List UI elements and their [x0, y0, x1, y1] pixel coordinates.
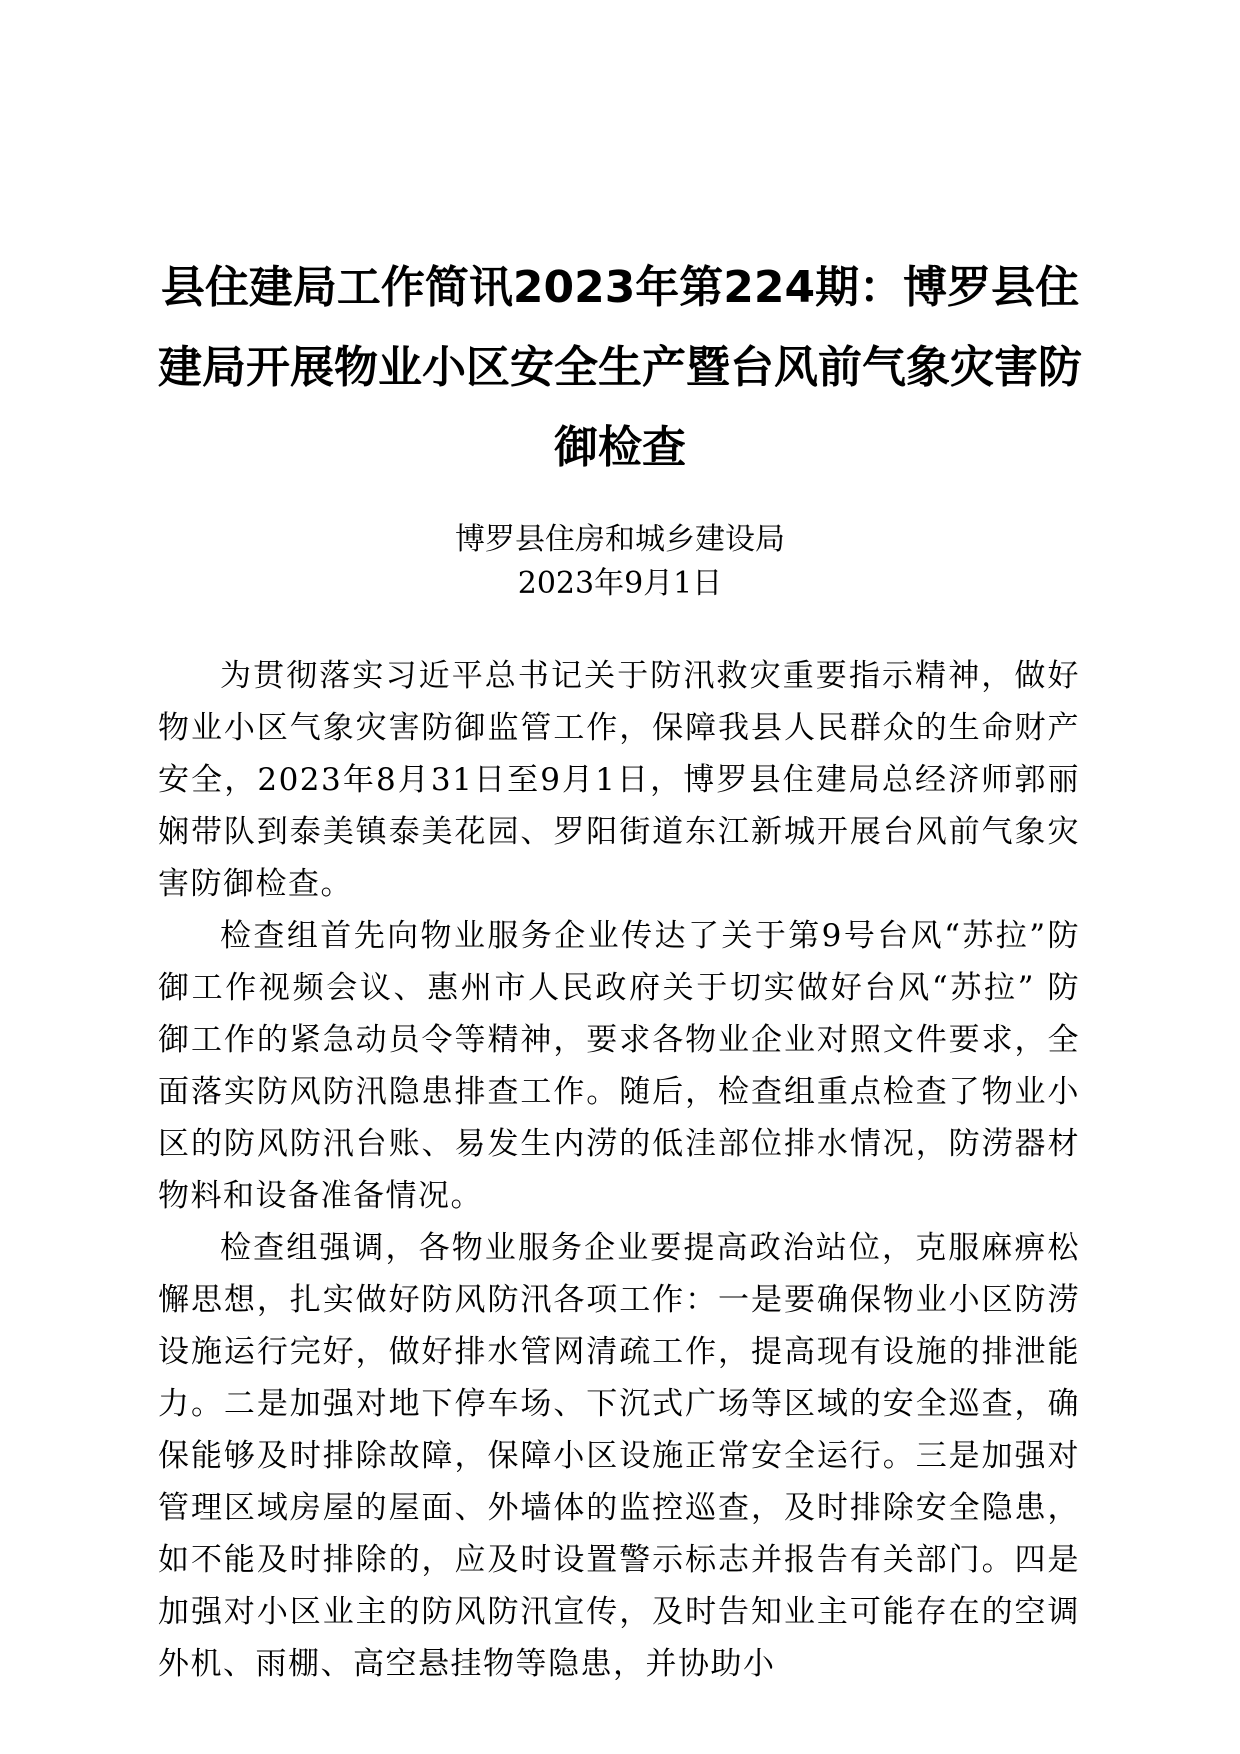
paragraph: 检查组强调，各物业服务企业要提高政治站位，克服麻痹松懈思想，扎实做好防风防汛各项工作：一是要确保物业小区防涝设施运行完好，做好排水管网清疏工作，提高现有设施的排泄能力。二是加强对地下停车场、下沉式广场等区域的安全巡查，确保能够及时排除故障，保障小区设施正常安全运行。三是加强对管理区域房屋的屋面、外墙体的监控巡查，及时排除安全隐患，如不能及时排除的，应及时设置警示标志并报告有关部门。四是加强对小区业主的防风防汛宣传，及时告知业主可能存在的空调外机、雨棚、高空悬挂物等隐患，并协助小	[158, 1230, 1080, 1682]
document-meta	[150, 518, 1090, 606]
issuer: 博罗县住房和城乡建设局	[455, 522, 785, 557]
page-title: 县住建局工作简讯2023年第224期：博罗县住建局开展物业小区安全生产暨台风前气象灾害防御检查	[158, 262, 1082, 473]
publish-date: 2023年9月1日	[517, 566, 723, 601]
document-body	[158, 650, 1080, 1690]
paragraph: 检查组首先向物业服务企业传达了关于第9号台风“苏拉”防御工作视频会议、惠州市人民政府关于切实做好台风“苏拉” 防御工作的紧急动员令等精神，要求各物业企业对照文件要求，全面落实防风防汛隐患排查工作。随后，检查组重点检查了物业小区的防风防汛台账、易发生内涝的低洼部位排水情况，防涝器材物料和设备准备情况。	[158, 918, 1080, 1214]
paragraph: 为贯彻落实习近平总书记关于防汛救灾重要指示精神，做好物业小区气象灾害防御监管工作，保障我县人民群众的生命财产安全，2023年8月31日至9月1日，博罗县住建局总经济师郭丽娴带队到泰美镇泰美花园、罗阳街道东江新城开展台风前气象灾害防御检查。	[158, 658, 1080, 902]
